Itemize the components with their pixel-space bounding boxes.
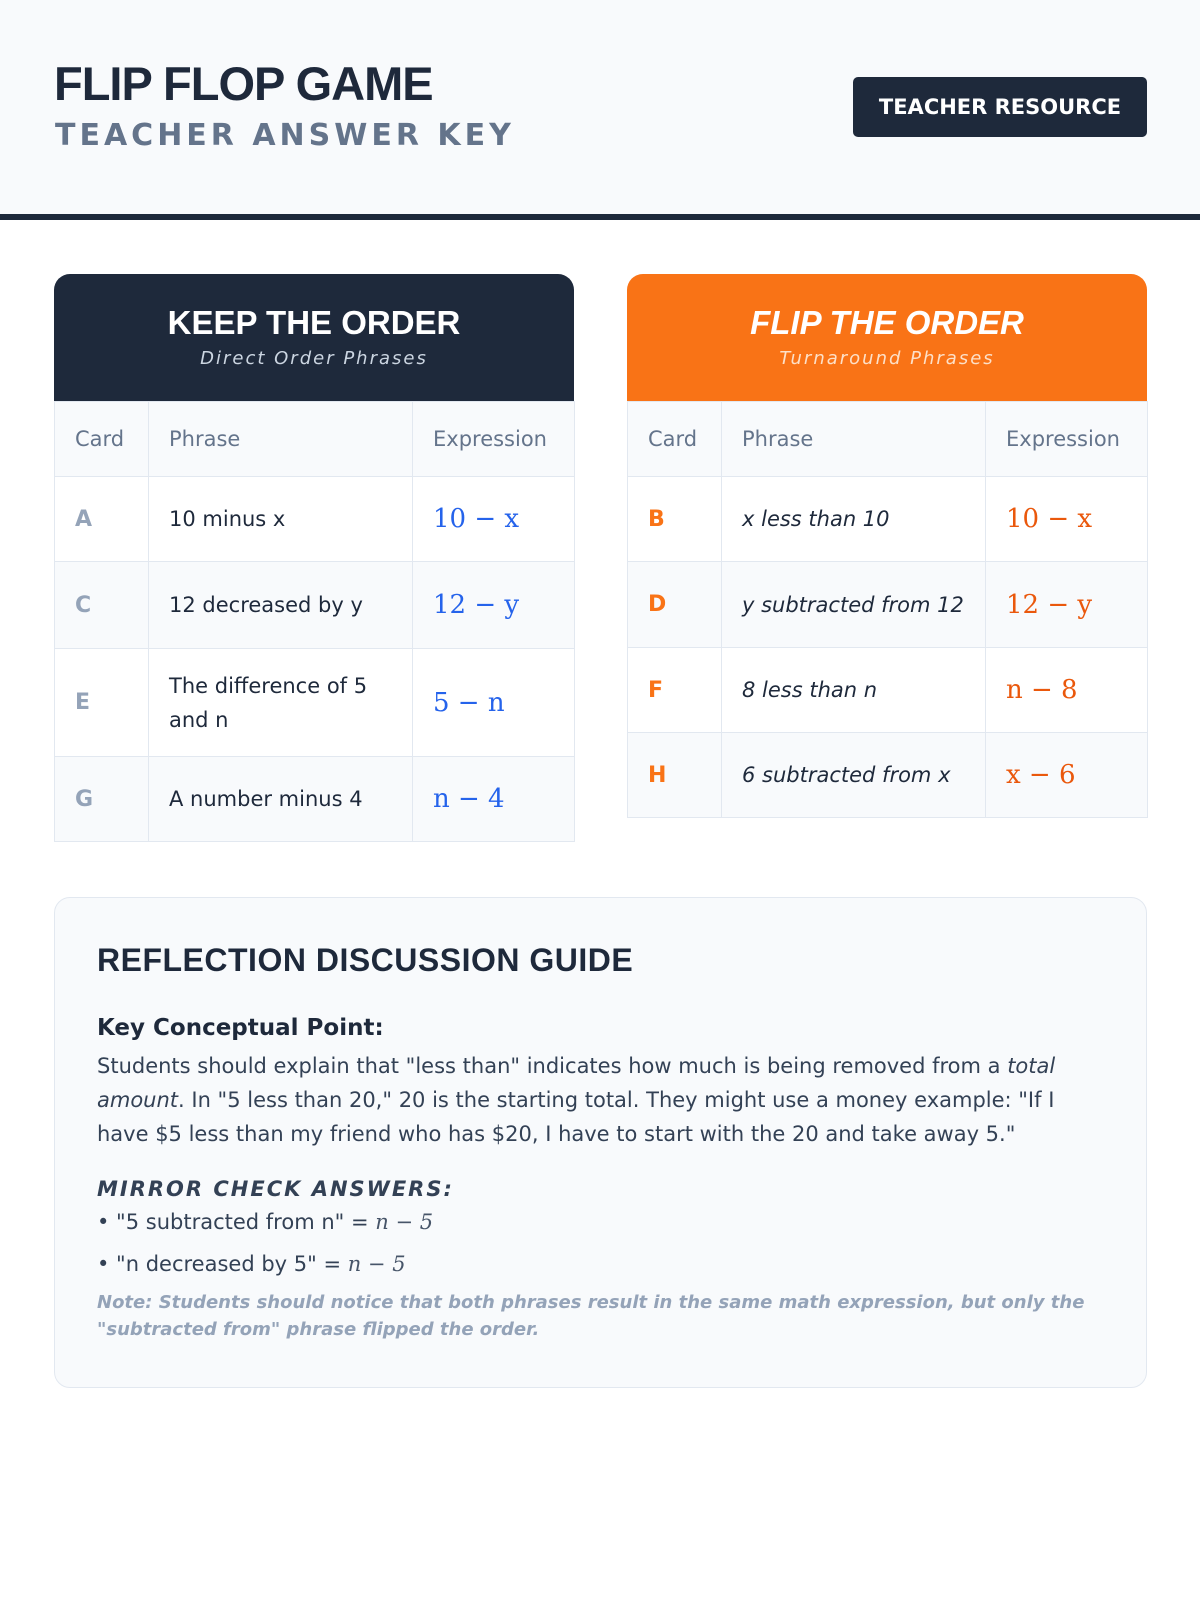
page-title: FLIP FLOP GAME xyxy=(54,57,433,110)
expression-cell: n − 8 xyxy=(986,648,1148,733)
table-header-row xyxy=(628,402,1148,477)
keep-order-subtitle: Direct Order Phrases xyxy=(200,348,428,369)
expression-cell: 10 − x xyxy=(413,477,575,562)
table-row xyxy=(55,757,575,842)
guide-title: REFLECTION DISCUSSION GUIDE xyxy=(97,942,634,978)
card-letter: G xyxy=(55,757,149,842)
card-letter: F xyxy=(628,648,722,733)
key-point-title: Key Conceptual Point: xyxy=(97,1015,384,1041)
guide-note: Note: Students should notice that both phrases result in the same math expression, but only the "subtracted from" phrase flipped the order. xyxy=(97,1292,1085,1340)
column-header-phrase: Phrase xyxy=(149,402,413,477)
table-row xyxy=(628,477,1148,562)
flip-order-table xyxy=(627,401,1148,818)
table-row xyxy=(55,562,575,649)
keep-order-table xyxy=(54,401,575,842)
mirror-answer-phrase: • "n decreased by 5" = xyxy=(97,1252,348,1276)
key-point-emphasis: total amount xyxy=(97,1054,1056,1112)
expression-cell: 12 − y xyxy=(986,562,1148,648)
mirror-answer-expression: n − 5 xyxy=(347,1252,406,1276)
teacher-resource-badge: TEACHER RESOURCE xyxy=(853,77,1147,137)
mirror-check-title: MIRROR CHECK ANSWERS: xyxy=(97,1177,454,1201)
flip-order-title: FLIP THE ORDER xyxy=(750,304,1024,341)
expression-cell: n − 4 xyxy=(413,757,575,842)
phrase-cell: A number minus 4 xyxy=(149,757,413,842)
phrase-cell: 6 subtracted from x xyxy=(722,733,986,818)
mirror-answer-expression: n − 5 xyxy=(375,1210,434,1234)
column-header-card: Card xyxy=(628,402,722,477)
phrase-cell: 8 less than n xyxy=(722,648,986,733)
expression-cell: 12 − y xyxy=(413,562,575,649)
card-letter: D xyxy=(628,562,722,648)
card-letter: E xyxy=(55,649,149,757)
phrase-cell: The difference of 5 and n xyxy=(149,649,413,757)
keep-order-panel xyxy=(54,274,574,842)
key-point-text xyxy=(97,1049,1107,1151)
header xyxy=(0,0,1200,220)
table-row xyxy=(55,649,575,757)
key-point-text-part: Students should explain that "less than" indicates how much is being removed from a xyxy=(97,1054,1008,1078)
card-letter: C xyxy=(55,562,149,649)
card-letter: H xyxy=(628,733,722,818)
column-header-phrase: Phrase xyxy=(722,402,986,477)
column-header-card: Card xyxy=(55,402,149,477)
column-header-expression: Expression xyxy=(986,402,1148,477)
phrase-cell: x less than 10 xyxy=(722,477,986,562)
mirror-answer-item xyxy=(97,1243,1104,1285)
expression-cell: 5 − n xyxy=(413,649,575,757)
table-header-row xyxy=(55,402,575,477)
key-point-text-part: . In "5 less than 20," 20 is the starting total. They might use a money example: "If I have $5 less than my friend who has $20, I have to start with the 20 and take away 5." xyxy=(97,1088,1055,1146)
page-subtitle: TEACHER ANSWER KEY xyxy=(55,118,515,153)
table-row xyxy=(628,733,1148,818)
card-letter: B xyxy=(628,477,722,562)
column-header-expression: Expression xyxy=(413,402,575,477)
expression-cell: 10 − x xyxy=(986,477,1148,562)
table-row xyxy=(628,562,1148,648)
flip-order-subtitle: Turnaround Phrases xyxy=(779,348,995,369)
flip-order-panel xyxy=(627,274,1147,818)
phrase-cell: y subtracted from 12 xyxy=(722,562,986,648)
mirror-answer-phrase: • "5 subtracted from n" = xyxy=(97,1210,376,1234)
table-row xyxy=(55,477,575,562)
card-letter: A xyxy=(55,477,149,562)
reflection-guide xyxy=(54,897,1147,1388)
keep-order-title: KEEP THE ORDER xyxy=(167,304,461,341)
phrase-cell: 10 minus x xyxy=(149,477,413,562)
keep-order-header xyxy=(54,274,574,401)
table-row xyxy=(628,648,1148,733)
phrase-cell: 12 decreased by y xyxy=(149,562,413,649)
flip-order-header xyxy=(627,274,1147,401)
expression-cell: x − 6 xyxy=(986,733,1148,818)
mirror-answer-item xyxy=(97,1201,1104,1243)
